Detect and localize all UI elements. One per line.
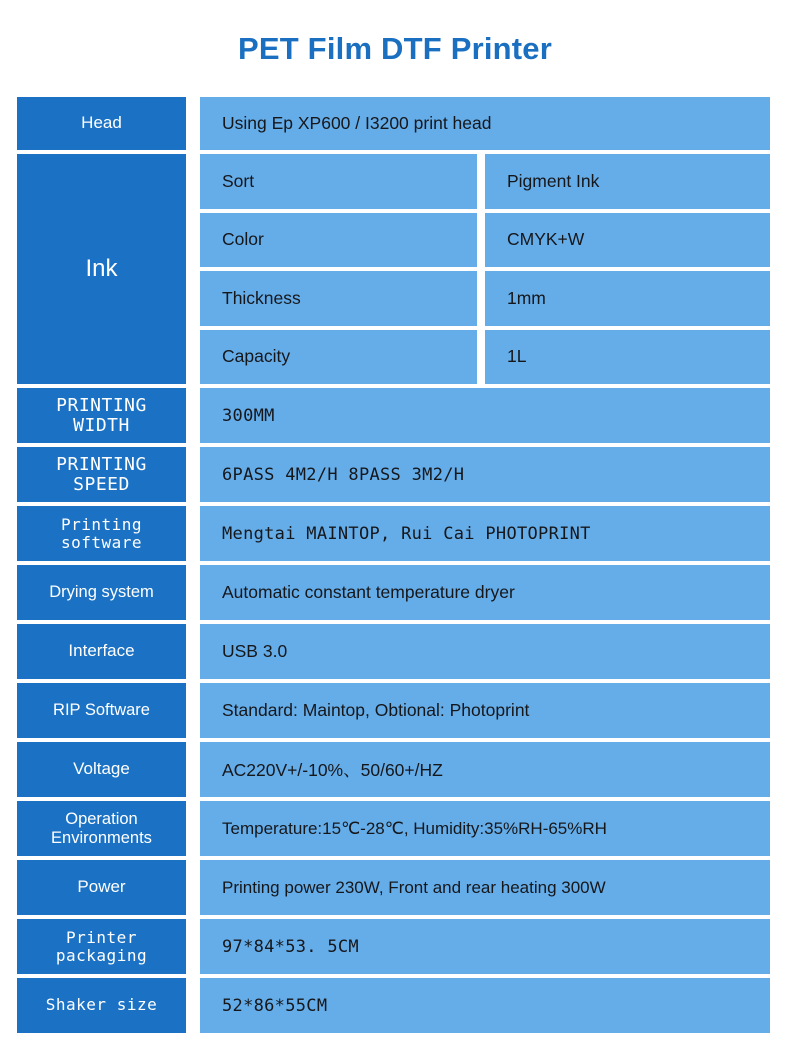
table-row-voltage (17, 742, 770, 797)
row-value-area-printing-speed (200, 447, 770, 502)
label-text: Interface (68, 641, 135, 661)
row-value-area-printer-packaging (200, 919, 770, 974)
table-row-rip-software (17, 683, 770, 738)
row-label-head (17, 97, 186, 150)
label-line-2: SPEED (73, 473, 130, 495)
ink-value-thickness: 1mm (485, 271, 770, 326)
label-line-1: Printing (60, 514, 143, 534)
ink-value-sort: Pigment Ink (485, 154, 770, 209)
table-row-operation-environments (17, 801, 770, 856)
row-value-area-interface (200, 624, 770, 679)
label-text: Voltage (73, 759, 130, 779)
ink-subrow-capacity (200, 330, 770, 385)
row-value-printing-software: Mengtai MAINTOP, Rui Cai PHOTOPRINT (200, 506, 770, 561)
ink-subrow-sort (200, 154, 770, 209)
table-row-drying-system (17, 565, 770, 620)
label-text: Ink (85, 254, 118, 282)
row-label-drying-system (17, 565, 186, 620)
table-row-shaker-size (17, 978, 770, 1033)
ink-subrow-color (200, 213, 770, 268)
label-line-1: PRINTING (56, 394, 147, 416)
row-value-power: Printing power 230W, Front and rear heating 300W (200, 860, 770, 915)
table-row-printing-width (17, 388, 770, 443)
label-line-1: Operation (65, 810, 138, 829)
row-value-area-drying-system (200, 565, 770, 620)
row-value-area-power (200, 860, 770, 915)
label-line-1: PRINTING (56, 453, 147, 475)
table-row-power (17, 860, 770, 915)
row-label-voltage (17, 742, 186, 797)
label-text: RIP Software (53, 700, 150, 719)
row-label-rip-software (17, 683, 186, 738)
table-row-head (17, 97, 770, 150)
label-text: Drying system (49, 582, 154, 601)
label-text: Shaker size (45, 995, 158, 1015)
ink-value-capacity: 1L (485, 330, 770, 385)
row-label-printing-software (17, 506, 186, 561)
ink-key-capacity: Capacity (200, 330, 477, 385)
label-text (56, 455, 147, 495)
row-label-shaker-size (17, 978, 186, 1033)
row-value-area-printing-software (200, 506, 770, 561)
row-value-printing-width: 300MM (200, 388, 770, 443)
table-row-interface (17, 624, 770, 679)
table-row-printing-software (17, 506, 770, 561)
row-label-interface (17, 624, 186, 679)
row-label-operation-environments (17, 801, 186, 856)
ink-key-sort: Sort (200, 154, 477, 209)
row-label-printer-packaging (17, 919, 186, 974)
row-value-area-rip-software (200, 683, 770, 738)
row-value-operation-environments: Temperature:15℃-28℃, Humidity:35%RH-65%RH (200, 801, 770, 856)
row-label-ink (17, 154, 186, 384)
row-value-printer-packaging: 97*84*53. 5CM (200, 919, 770, 974)
label-text (51, 810, 152, 846)
row-value-printing-speed: 6PASS 4M2/H 8PASS 3M2/H (200, 447, 770, 502)
row-value-area-shaker-size (200, 978, 770, 1033)
label-line-2: packaging (55, 945, 148, 965)
row-label-power (17, 860, 186, 915)
row-value-area-voltage (200, 742, 770, 797)
row-value-area-printing-width (200, 388, 770, 443)
table-row-printer-packaging (17, 919, 770, 974)
label-line-2: WIDTH (73, 414, 130, 436)
row-label-printing-width (17, 388, 186, 443)
row-value-interface: USB 3.0 (200, 624, 770, 679)
label-text: Head (81, 113, 122, 133)
row-value-shaker-size: 52*86*55CM (200, 978, 770, 1033)
row-value-area-head (200, 97, 770, 150)
label-text (56, 396, 147, 436)
specifications-table (17, 97, 770, 1037)
ink-key-color: Color (200, 213, 477, 268)
row-value-voltage: AC220V+/-10%、50/60+/HZ (200, 742, 770, 797)
label-line-1: Printer (66, 927, 137, 947)
table-row-printing-speed (17, 447, 770, 502)
ink-subrow-thickness (200, 271, 770, 326)
row-value-rip-software: Standard: Maintop, Obtional: Photoprint (200, 683, 770, 738)
row-value-drying-system: Automatic constant temperature dryer (200, 565, 770, 620)
table-row-ink (17, 154, 770, 384)
page-title: PET Film DTF Printer (237, 31, 553, 66)
row-value-area-operation-environments (200, 801, 770, 856)
row-value-head: Using Ep XP600 / I3200 print head (200, 97, 770, 150)
label-line-2: Environments (51, 828, 152, 847)
label-text (61, 516, 142, 551)
label-line-2: software (60, 532, 143, 552)
ink-value-color: CMYK+W (485, 213, 770, 268)
row-value-area-ink (200, 154, 770, 384)
ink-key-thickness: Thickness (200, 271, 477, 326)
row-label-printing-speed (17, 447, 186, 502)
label-text: Power (77, 877, 126, 897)
label-text (56, 929, 147, 964)
